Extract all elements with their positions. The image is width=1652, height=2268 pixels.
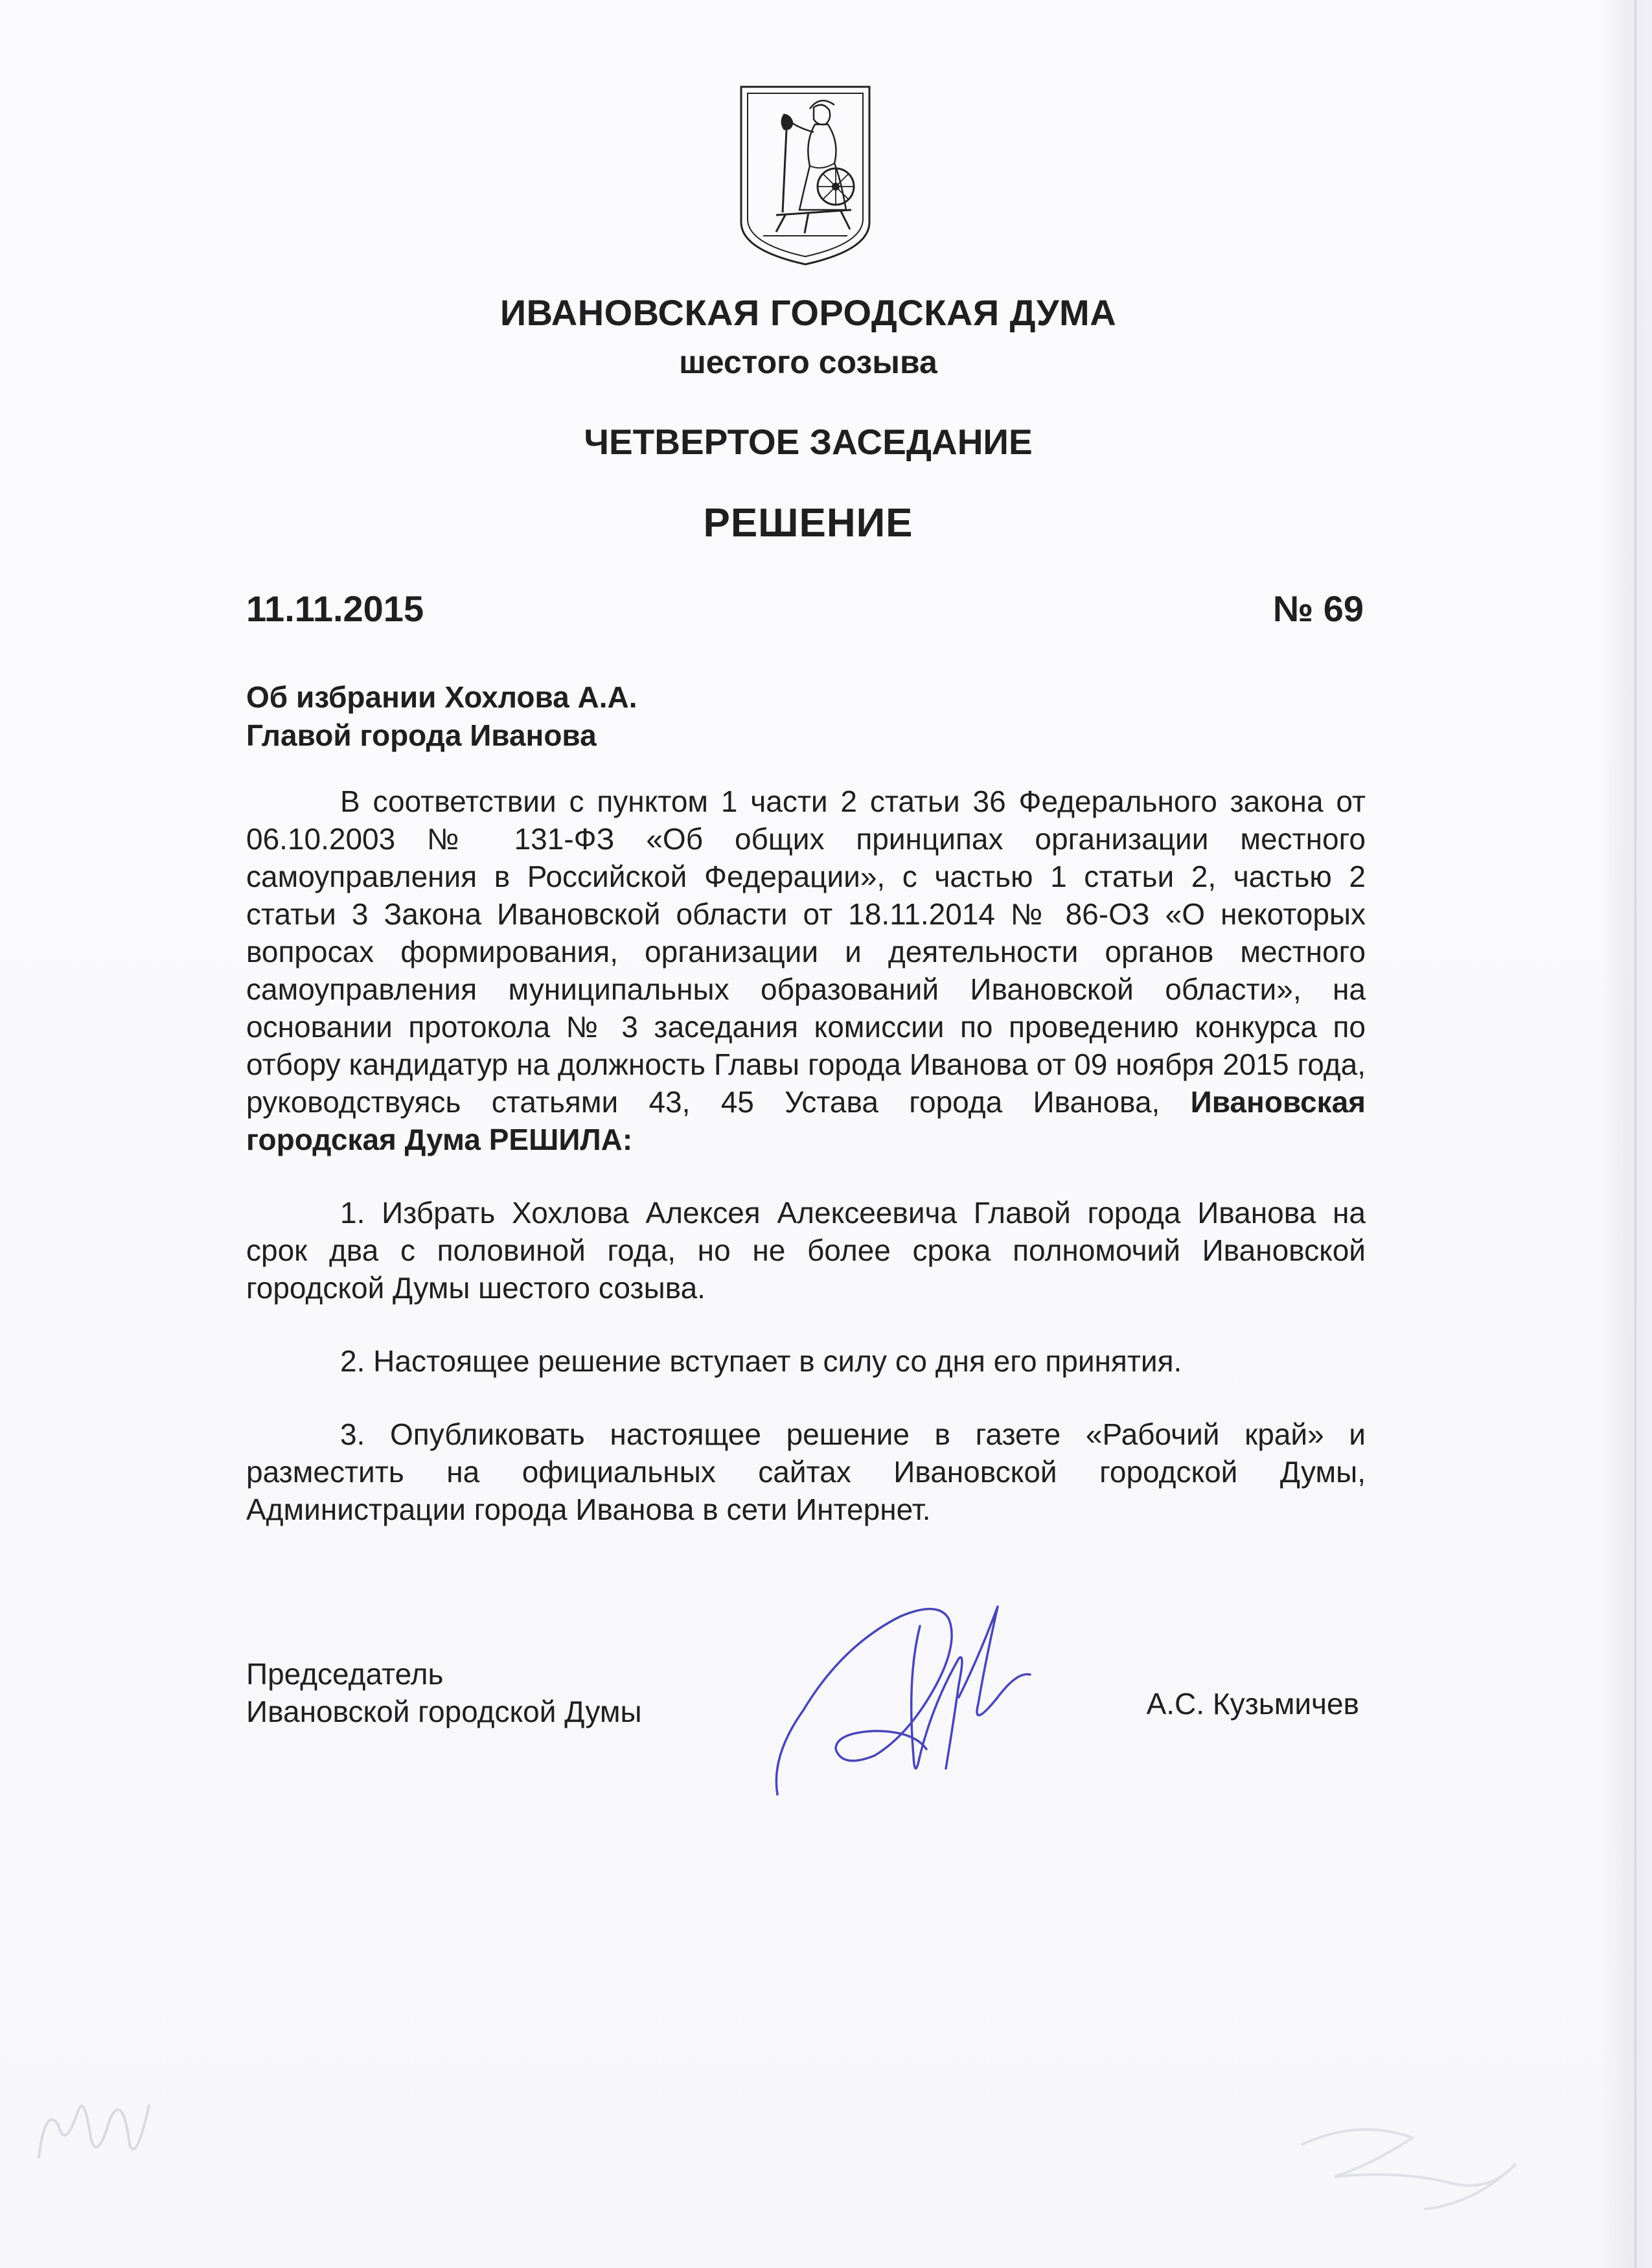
decision-item-1: 1. Избрать Хохлова Алексея Алексеевича Главой города Иванова на срок два с половиной года, но не более срока полномочий Ивановской городской Думы шестого созыва. — [246, 1196, 1366, 1305]
coat-of-arms-icon — [737, 83, 873, 268]
document-body — [246, 783, 1366, 1528]
signature-stroke — [776, 1607, 1030, 1794]
decision-item-3: 3. Опубликовать настоящее решение в газете «Рабочий край» и разместить на официальных сайтах Ивановской городской Думы, Администрации города Иванова в сети Интернет. — [246, 1417, 1366, 1526]
signer-position — [246, 1655, 642, 1730]
session-title: ЧЕТВЕРТОЕ ЗАСЕДАНИЕ — [584, 422, 1033, 462]
page-edge-line — [1635, 0, 1636, 2268]
faint-initials-mark — [26, 2067, 168, 2177]
preamble-text: В соответствии с пунктом 1 части 2 статьи 36 Федерального закона от 06.10.2003 № 131-ФЗ «Об общих принципах организации местного самоуправления в Российской Федерации», с частью 1 статьи 2, частью 2 статьи 3 Закона Ивановской области от 18.11.2014 № 86-ОЗ «О некоторых вопросах формирования, организации и деятельности органов местного самоуправления муниципальных образований Ивановской области», на основании протокола № 3 заседания комиссии по проведению конкурса по отбору кандидатур на должность Главы города Иванова от 09 ноября 2015 года, руководствуясь статьями 43, 45 Устава города Иванова, — [246, 785, 1366, 1119]
convocation-subtitle: шестого созыва — [679, 344, 937, 380]
handwritten-signature — [764, 1561, 1088, 1833]
document-number: № 69 — [1272, 588, 1364, 629]
signer-position-line-1: Председатель — [246, 1657, 444, 1691]
resolved-phrase: Ивановская городская Дума РЕШИЛА: — [246, 1085, 1366, 1156]
document-date: 11.11.2015 — [246, 588, 424, 629]
document-type-title: РЕШЕНИЕ — [703, 501, 913, 545]
organization-title: ИВАНОВСКАЯ ГОРОДСКАЯ ДУМА — [499, 292, 1117, 333]
subject-line-1: Об избрании Хохлова А.А. — [246, 680, 637, 714]
signer-position-line-2: Ивановской городской Думы — [246, 1695, 642, 1728]
signer-name: А.С. Кузьмичев — [1146, 1687, 1359, 1721]
document-subject — [246, 678, 637, 755]
preamble-paragraph — [246, 783, 1366, 1158]
subject-line-2: Главой города Иванова — [246, 718, 597, 752]
page-edge-shadow — [1600, 0, 1652, 2268]
faint-scribble-mark — [1283, 2105, 1542, 2222]
decision-item-2: 2. Настоящее решение вступает в силу со дня его принятия. — [340, 1344, 1182, 1378]
